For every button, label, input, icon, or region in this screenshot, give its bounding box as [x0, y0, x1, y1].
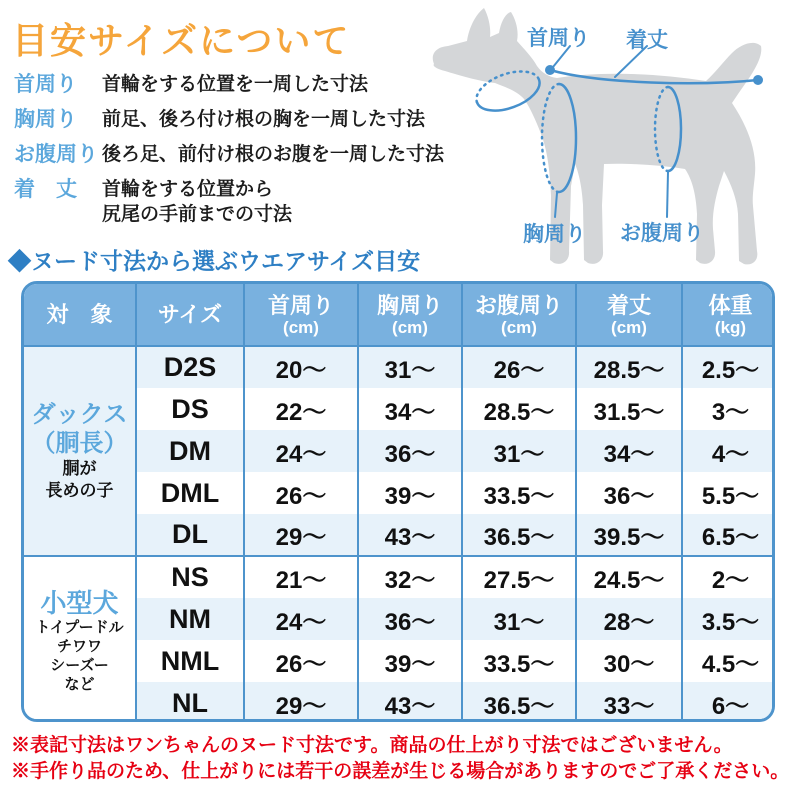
cell-weight: 3.5〜	[682, 598, 775, 640]
cell-size: DM	[136, 430, 244, 472]
cell-length: 36〜	[576, 472, 682, 514]
cell-length: 24.5〜	[576, 556, 682, 598]
diagram-label-chest: 胸周り	[523, 223, 586, 246]
cell-size: DS	[136, 388, 244, 430]
table-row-nml	[24, 640, 775, 682]
cell-neck: 24〜	[244, 598, 358, 640]
cell-chest: 36〜	[358, 430, 462, 472]
cell-belly: 33.5〜	[462, 640, 576, 682]
cell-length: 34〜	[576, 430, 682, 472]
cell-belly: 31〜	[462, 598, 576, 640]
header-size: サイズ	[136, 284, 244, 346]
header-belly: お腹周り (cm)	[462, 284, 576, 346]
diagram-label-length: 着丈	[626, 29, 668, 52]
definition-row-belly	[14, 142, 445, 177]
target-group-small-dog: 小型犬 トイプードル チワワ シーズー など	[24, 556, 136, 722]
header-neck: 首周り (cm)	[244, 284, 358, 346]
cell-weight: 5.5〜	[701, 482, 760, 510]
table-row-nm	[24, 598, 775, 640]
diagram-label-belly: お腹周り	[620, 222, 704, 245]
cell-weight: 3〜	[711, 398, 750, 426]
table-row-d2s	[24, 346, 775, 388]
cell-chest: 43〜	[358, 514, 462, 556]
cell-chest: 39〜	[358, 472, 462, 514]
belly-leader-line	[667, 172, 668, 217]
section-title: ◆ヌード寸法から選ぶウエアサイズ目安	[8, 248, 421, 274]
note-line-1: ※表記寸法はワンちゃんのヌード寸法です。商品の仕上がり寸法ではございません。	[11, 735, 733, 756]
definition-term-belly: お腹周り	[14, 143, 98, 166]
definition-row-chest	[14, 107, 434, 142]
cell-length: 28.5〜	[576, 346, 682, 388]
disclaimer-notes	[11, 733, 789, 785]
header-length: 着丈 (cm)	[576, 284, 682, 346]
definition-row-length	[14, 177, 434, 227]
header-chest: 胸周り (cm)	[358, 284, 462, 346]
cell-neck: 20〜	[244, 346, 358, 388]
back-length-end-dot	[753, 75, 763, 85]
table-row-dl	[24, 514, 775, 556]
cell-size: NS	[136, 556, 244, 598]
definition-desc-belly: 後ろ足、前付け根のお腹を一周した寸法	[102, 144, 445, 165]
definition-desc-length-line2: 尻尾の手前までの寸法	[102, 204, 293, 225]
cell-chest: 32〜	[358, 556, 462, 598]
table-row-ns	[24, 556, 775, 598]
definition-desc-chest: 前足、後ろ付け根の胸を一周した寸法	[102, 109, 426, 130]
cell-belly: 31〜	[462, 430, 576, 472]
cell-chest: 31〜	[358, 346, 462, 388]
cell-length: 30〜	[576, 640, 682, 682]
cell-size: D2S	[136, 346, 244, 388]
table-row-ds	[24, 388, 775, 430]
cell-size: NL	[136, 682, 244, 722]
diagram-label-neck: 首周り	[527, 27, 590, 50]
cell-neck: 26〜	[244, 472, 358, 514]
size-table-container	[21, 281, 775, 722]
header-weight: 体重 (kg)	[682, 284, 775, 346]
size-table	[24, 284, 775, 722]
cell-size: NML	[136, 640, 244, 682]
definition-desc-length	[102, 177, 292, 227]
cell-size: DML	[136, 472, 244, 514]
cell-belly: 27.5〜	[462, 556, 576, 598]
cell-weight: 2.5〜	[682, 346, 775, 388]
note-line-2: ※手作り品のため、仕上がりには若干の誤差が生じる場合がありますのでご了承ください。	[11, 761, 790, 782]
cell-neck: 29〜	[244, 514, 358, 556]
definition-row-neck	[14, 72, 434, 107]
header-target: 対 象	[24, 284, 136, 346]
table-header-row	[24, 284, 775, 346]
definition-desc-neck: 首輪をする位置を一周した寸法	[102, 74, 369, 95]
cell-belly: 26〜	[462, 346, 576, 388]
target-group-dachshund: ダックス （胴長） 胴が 長めの子	[24, 346, 136, 556]
cell-neck: 29〜	[244, 682, 358, 722]
table-row-dml	[24, 472, 775, 514]
cell-weight: 4〜	[682, 430, 775, 472]
table-row-nl	[24, 682, 775, 722]
back-length-start-dot	[545, 65, 555, 75]
cell-belly: 36.5〜	[462, 514, 576, 556]
cell-chest: 39〜	[358, 640, 462, 682]
cell-length: 39.5〜	[576, 514, 682, 556]
definition-term-chest: 胸周り	[14, 108, 77, 131]
cell-weight: 4.5〜	[701, 650, 760, 678]
cell-weight: 2〜	[682, 556, 775, 598]
table-row-dm	[24, 430, 775, 472]
cell-belly: 33.5〜	[462, 472, 576, 514]
cell-size: DL	[136, 514, 244, 556]
cell-weight: 6〜	[682, 682, 775, 722]
dog-silhouette	[433, 8, 762, 264]
cell-neck: 21〜	[244, 556, 358, 598]
cell-belly: 28.5〜	[462, 388, 576, 430]
cell-chest: 36〜	[358, 598, 462, 640]
dog-measurement-diagram	[410, 0, 800, 290]
cell-length: 31.5〜	[576, 388, 682, 430]
cell-length: 33〜	[576, 682, 682, 722]
cell-belly: 36.5〜	[462, 682, 576, 722]
cell-neck: 26〜	[244, 640, 358, 682]
definition-term-neck: 首周り	[14, 73, 77, 96]
definition-term-length: 着 丈	[14, 178, 77, 201]
cell-chest: 43〜	[358, 682, 462, 722]
cell-length: 28〜	[576, 598, 682, 640]
definition-desc-length-line1: 首輪をする位置から	[102, 179, 274, 200]
measurement-definitions	[14, 72, 445, 227]
cell-chest: 34〜	[358, 388, 462, 430]
cell-neck: 22〜	[244, 388, 358, 430]
cell-neck: 24〜	[244, 430, 358, 472]
page-title: 目安サイズについて	[12, 20, 351, 61]
cell-size: NM	[136, 598, 244, 640]
cell-weight: 6.5〜	[682, 514, 775, 556]
